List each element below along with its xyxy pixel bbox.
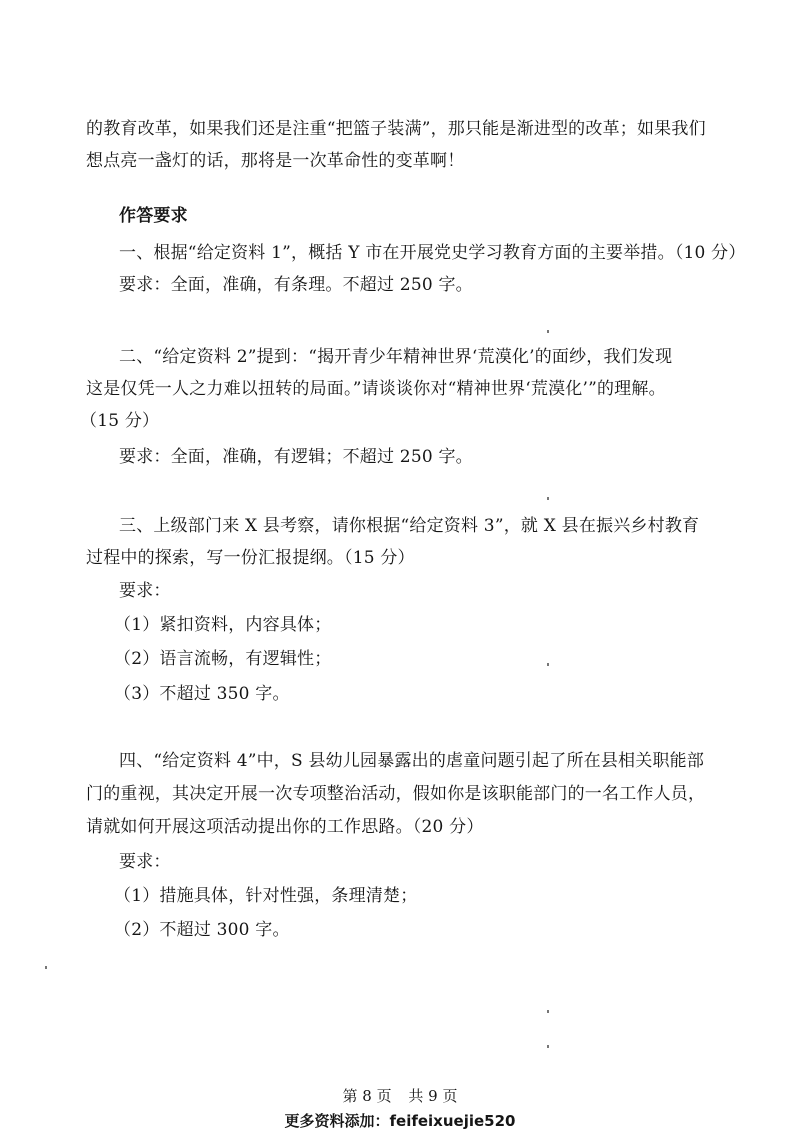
question-3-text-line-2: 过程中的探索，写一份汇报提纲。（15 分） xyxy=(86,548,415,568)
question-3-requirement-item: （2）语言流畅，有逻辑性； xyxy=(114,649,332,669)
scan-speck xyxy=(547,1010,549,1013)
scan-speck xyxy=(547,330,549,333)
page-current: 第 8 页 xyxy=(342,1087,392,1105)
scan-speck xyxy=(547,497,549,500)
question-2-text-line-2: 这是仅凭一人之力难以扭转的局面。”请谈谈你对“精神世界‘荒漠化’”的理解。 xyxy=(86,379,666,399)
section-heading: 作答要求 xyxy=(119,206,188,226)
footer-note: 更多资料添加：feifeixuejie520 xyxy=(284,1112,516,1130)
scan-speck xyxy=(547,1045,549,1048)
question-4-text-line-1: 四、“给定资料 4”中，S 县幼儿园暴露出的虐童问题引起了所在县相关职能部 xyxy=(119,751,705,771)
question-2-text-line-1: 二、“给定资料 2”提到：“揭开青少年精神世界‘荒漠化’的面纱，我们发现 xyxy=(119,347,673,367)
question-4-requirement-label: 要求： xyxy=(119,852,171,872)
question-1-requirement: 要求：全面，准确，有条理。不超过 250 字。 xyxy=(119,275,473,295)
scan-speck xyxy=(45,966,47,969)
question-1-text: 一、根据“给定资料 1”，概括 Y 市在开展党史学习教育方面的主要举措。（10 分） xyxy=(119,243,746,263)
question-3-requirement-item: （1）紧扣资料，内容具体； xyxy=(114,615,332,635)
page-number xyxy=(0,1085,800,1106)
question-4-text-line-3: 请就如何开展这项活动提出你的工作思路。（20 分） xyxy=(86,817,484,837)
intro-text-line-2: 想点亮一盏灯的话，那将是一次革命性的变革啊！ xyxy=(86,151,465,171)
question-4-text-line-2: 门的重视，其决定开展一次专项整治活动，假如你是该职能部门的一名工作人员， xyxy=(86,784,706,804)
question-4-requirement-item: （1）措施具体，针对性强，条理清楚； xyxy=(114,886,418,906)
question-3-text-line-1: 三、上级部门来 X 县考察，请你根据“给定资料 3”，就 X 县在振兴乡村教育 xyxy=(119,516,700,536)
question-3-requirement-item: （3）不超过 350 字。 xyxy=(114,684,290,704)
scan-speck xyxy=(547,663,549,666)
question-2-requirement: 要求：全面，准确，有逻辑；不超过 250 字。 xyxy=(119,447,473,467)
intro-text-line-1: 的教育改革，如果我们还是注重“把篮子装满”，那只能是渐进型的改革；如果我们 xyxy=(86,119,706,139)
page-total: 共 9 页 xyxy=(408,1087,458,1105)
question-3-requirement-label: 要求： xyxy=(119,581,171,601)
question-4-requirement-item: （2）不超过 300 字。 xyxy=(114,920,290,940)
question-2-text-line-3: （15 分） xyxy=(80,411,160,431)
